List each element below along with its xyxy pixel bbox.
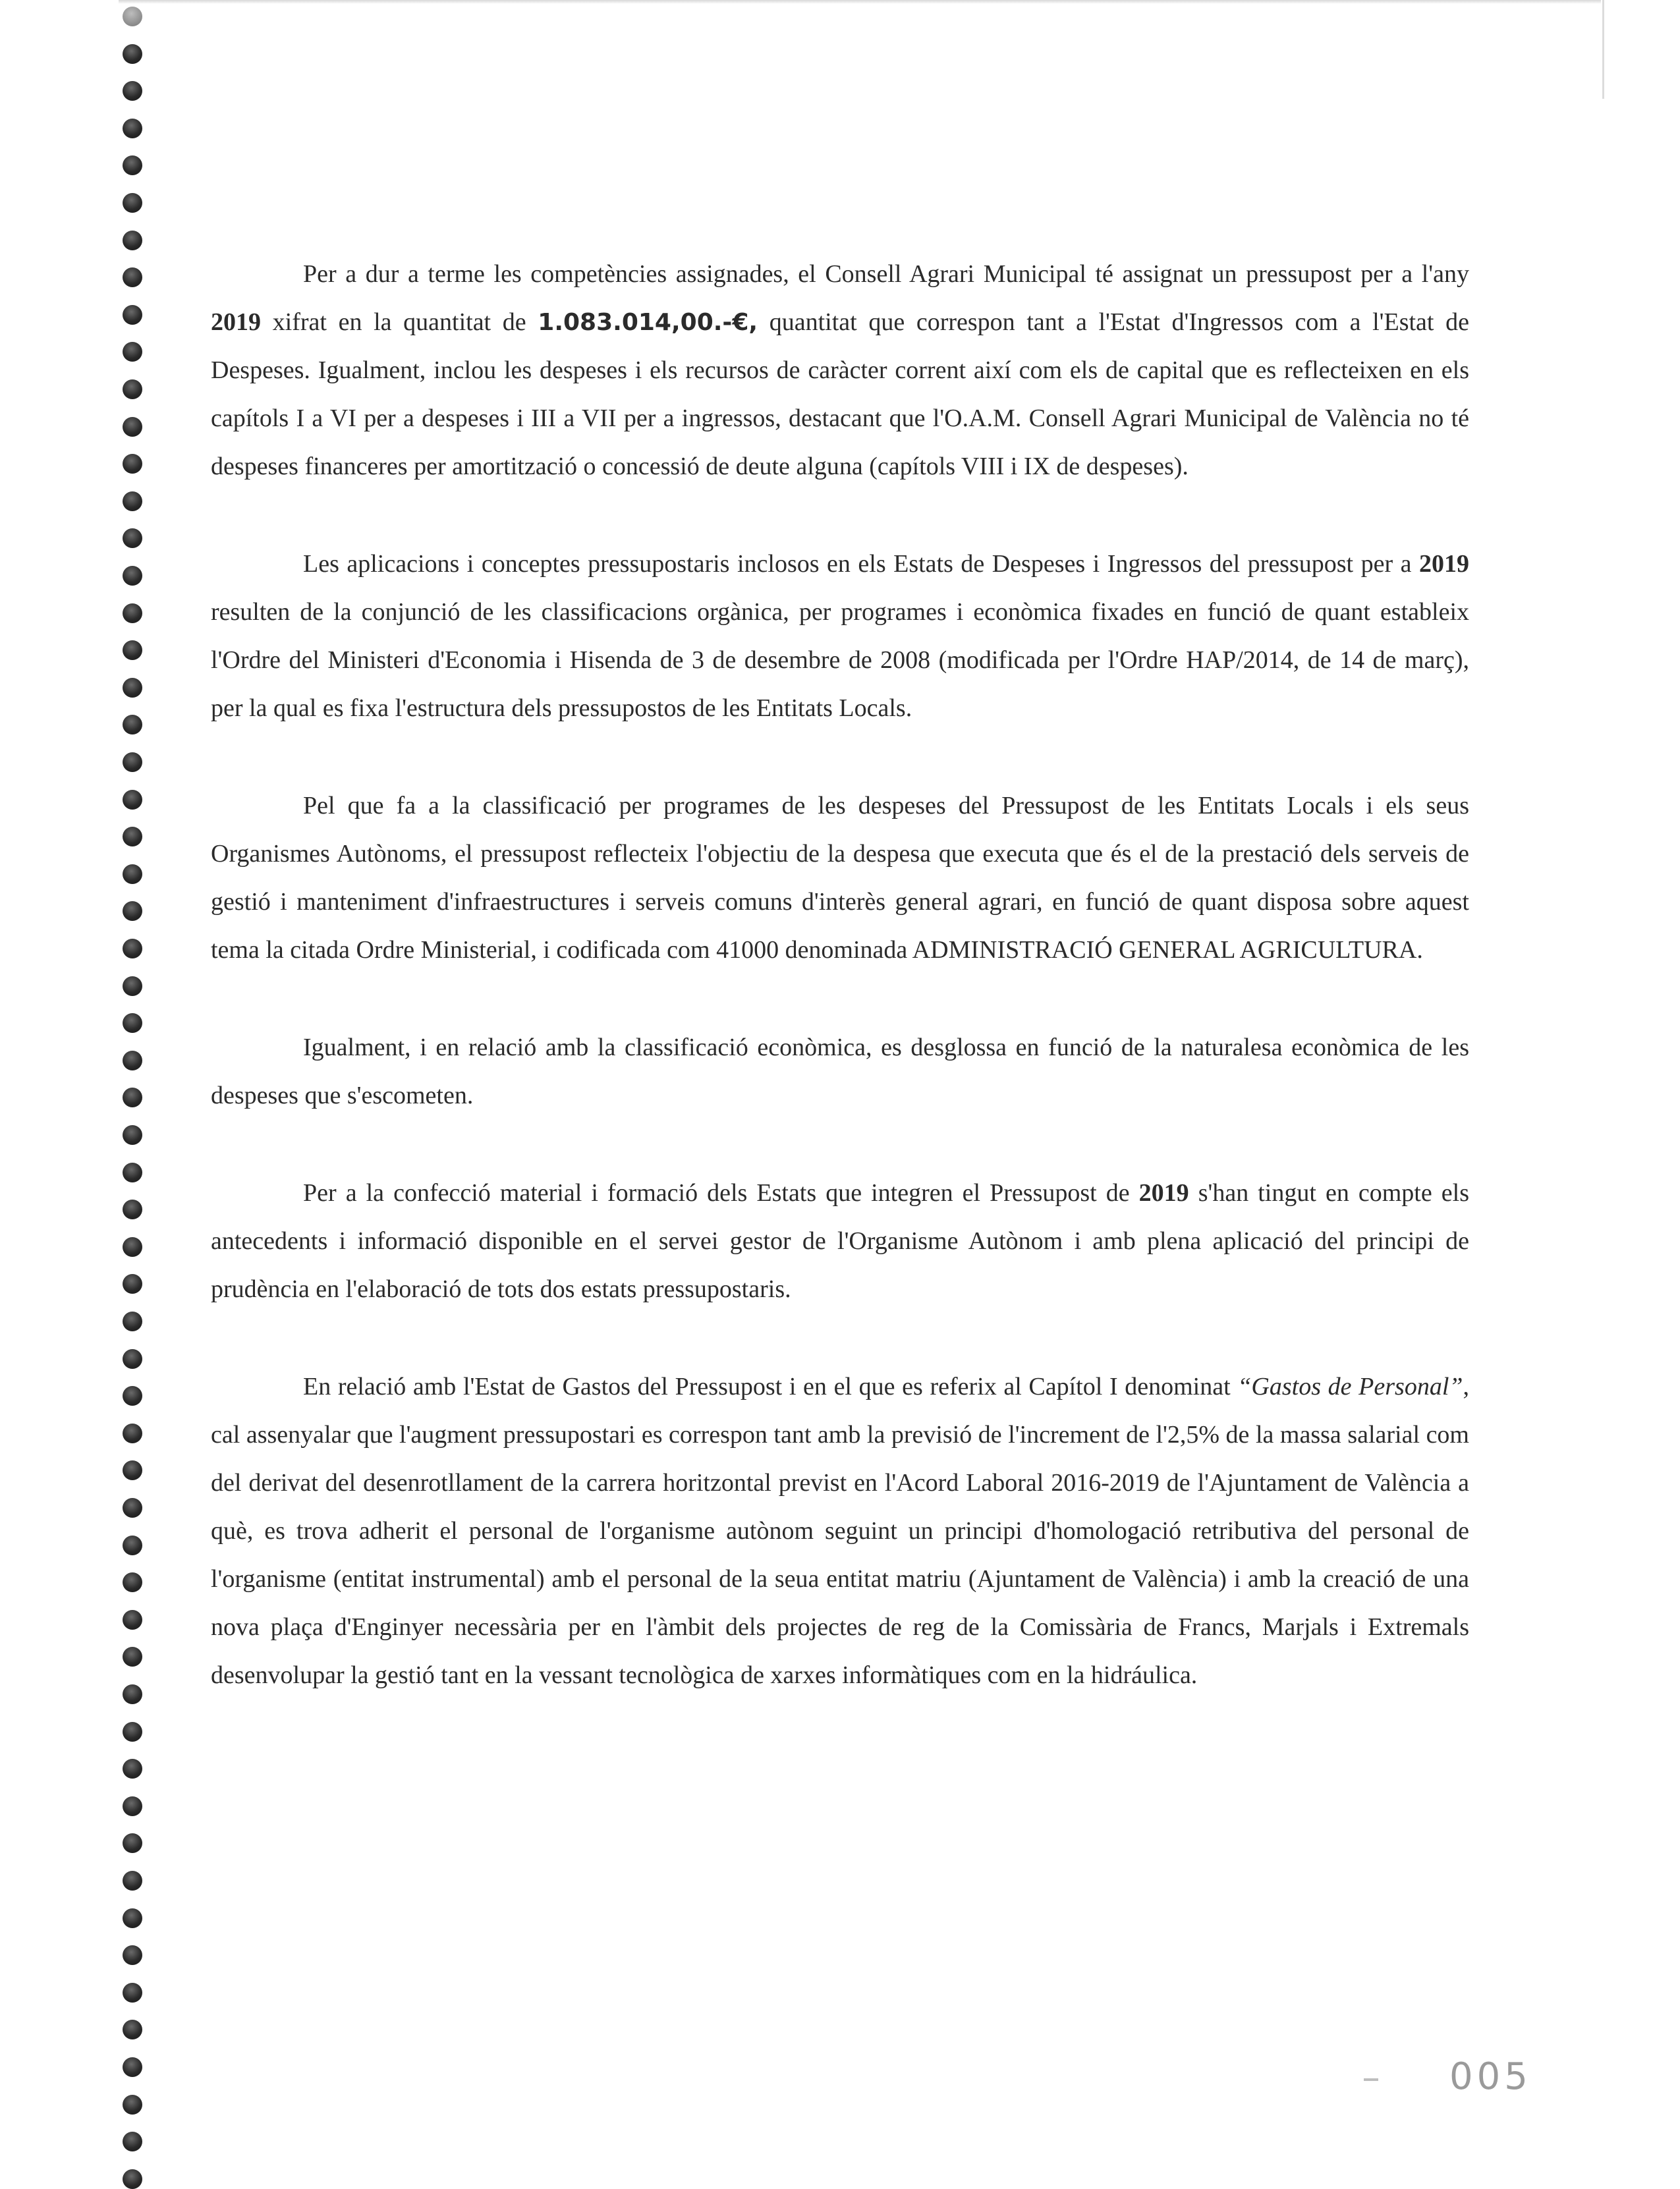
binding-hole: [123, 2169, 142, 2189]
binding-hole: [123, 417, 142, 437]
binding-hole: [123, 1013, 142, 1033]
paragraph-text-segment: s'han tingut en compte els antecedents i informació disponible en el servei gestor de l'Organisme Autònom i amb plena aplicació del principi de prudència en l'elaboració de tots dos estats pressupostaris.: [211, 1179, 1469, 1303]
paragraph-text-segment: 2019: [1419, 550, 1469, 578]
binding-hole: [123, 678, 142, 698]
document-body: [211, 250, 1469, 1700]
binding-hole: [123, 1051, 142, 1070]
paragraph-text-segment: xifrat en la quantitat de: [261, 308, 538, 336]
paragraph-text-segment: Per a dur a terme les competències assignades, el Consell Agrari Municipal té assignat un pressupost per a l'any: [303, 260, 1469, 288]
binding-hole: [123, 1945, 142, 1965]
binding-hole: [123, 640, 142, 660]
binding-hole: [123, 1125, 142, 1145]
paragraph-text-segment: , cal assenyalar que l'augment pressupostari es correspon tant amb la previsió de l'increment de l'2,5% de la massa salarial com del derivat del desenrotllament de la carrera horitzontal previst en l'Acord Laboral 2016-2019 de l'Ajuntament de València a què, es trova adherit el personal de l'organisme autònom seguint un principi d'homologació retributiva del personal de l'organisme (entitat instrumental) amb el personal de la seua entitat matriu (Ajuntament de València) i amb la creació de una nova plaça d'Enginyer necessària per en l'àmbit dels projectes de reg de la Comissària de Francs, Marjals i Extremals desenvolupar la gestió tant en la vessant tecnològica de xarxes informàtiques com en la hidráulica.: [211, 1373, 1470, 1689]
binding-hole: [123, 1610, 142, 1630]
binding-hole: [123, 976, 142, 996]
binding-hole: [123, 342, 142, 362]
binding-hole: [123, 901, 142, 921]
paragraph-2: [211, 540, 1469, 733]
binding-hole: [123, 267, 142, 287]
binding-hole: [123, 155, 142, 175]
binding-hole: [123, 1536, 142, 1555]
scan-mark: [1364, 2078, 1378, 2081]
paragraph-4: [211, 1024, 1469, 1120]
binding-hole: [123, 566, 142, 586]
binding-hole: [123, 1759, 142, 1779]
binding-hole: [123, 1498, 142, 1518]
binding-hole: [123, 827, 142, 846]
binding-hole: [123, 1647, 142, 1667]
binding-hole: [123, 715, 142, 734]
binding-hole: [123, 491, 142, 511]
paragraph-1: [211, 250, 1469, 491]
binding-hole: [123, 231, 142, 250]
binding-hole: [123, 1424, 142, 1443]
paragraph-6: [211, 1363, 1469, 1700]
binding-hole: [123, 119, 142, 138]
binding-hole: [123, 603, 142, 623]
binding-hole: [123, 454, 142, 474]
binding-hole: [123, 1274, 142, 1294]
paragraph-text-segment: 2019: [211, 308, 261, 336]
binding-hole: [123, 1349, 142, 1369]
binding-hole: [123, 864, 142, 884]
binding-hole: [123, 1983, 142, 2003]
binding-hole: [123, 790, 142, 810]
binding-hole: [123, 1200, 142, 1219]
page-right-edge: [1602, 0, 1604, 99]
binding-hole: [123, 1386, 142, 1406]
paragraph-text-segment: 1.083.014,00.-€,: [538, 309, 758, 336]
paragraph-text-segment: En relació amb l'Estat de Gastos del Pressupost i en el que es referix al Capítol I denominat: [303, 1373, 1238, 1400]
binding-hole: [123, 2095, 142, 2115]
paragraph-text-segment: Les aplicacions i conceptes pressupostaris inclosos en els Estats de Despeses i Ingressos del pressupost per a: [303, 550, 1419, 578]
paragraph-text-segment: Igualment, i en relació amb la classificació econòmica, es desglossa en funció de la naturalesa econòmica de les despeses que s'escometen.: [211, 1034, 1469, 1109]
page-number: 005: [1449, 2055, 1532, 2098]
binding-hole: [123, 1796, 142, 1816]
binding-hole: [123, 1833, 142, 1853]
binding-hole: [123, 2132, 142, 2151]
binding-hole: [123, 1460, 142, 1480]
paragraph-text-segment: “Gastos de Personal”: [1237, 1373, 1463, 1400]
binding-hole: [123, 1871, 142, 1891]
paragraph-text-segment: Pel que fa a la classificació per programes de les despeses del Pressupost de les Entitats Locals i els seus Organismes Autònoms, el pressupost reflecteix l'objectiu de la despesa que executa que és el de la prestació dels serveis de gestió i manteniment d'infraestructures i serveis comuns d'interès general agrari, en funció de quant disposa sobre aquest tema la citada Ordre Ministerial, i codificada com 41000 denominada ADMINISTRACIÓ GENERAL AGRICULTURA.: [211, 792, 1469, 964]
paragraph-text-segment: Per a la confecció material i formació dels Estats que integren el Pressupost de: [303, 1179, 1139, 1207]
paragraph-text-segment: 2019: [1138, 1179, 1189, 1207]
binding-hole: [123, 2057, 142, 2077]
binding-hole: [123, 1237, 142, 1257]
binding-hole: [123, 81, 142, 101]
binding-hole: [123, 1163, 142, 1182]
spiral-binding-holes: [117, 0, 148, 2174]
binding-hole: [123, 2020, 142, 2039]
binding-hole: [123, 1088, 142, 1107]
binding-hole: [123, 939, 142, 958]
binding-hole: [123, 528, 142, 548]
binding-hole: [123, 7, 142, 26]
binding-hole: [123, 193, 142, 213]
paragraph-3: [211, 782, 1469, 974]
binding-hole: [123, 305, 142, 325]
binding-hole: [123, 1312, 142, 1331]
binding-hole: [123, 1684, 142, 1704]
paragraph-text-segment: resulten de la conjunció de les classificacions orgànica, per programes i econòmica fixades en funció de quant estableix l'Ordre del Ministeri d'Economia i Hisenda de 3 de desembre de 2008 (modificada per l'Ordre HAP/2014, de 14 de març), per la qual es fixa l'estructura dels pressupostos de les Entitats Locals.: [211, 598, 1469, 722]
paragraph-text-segment: quantitat que correspon tant a l'Estat d'Ingressos com a l'Estat de Despeses. Igualment, inclou les despeses i els recursos de caràcter corrent així com els de capital que es reflecteixen en els capítols I a VI per a despeses i III a VII per a ingressos, destacant que l'O.A.M. Consell Agrari Municipal de València no té despeses financeres per amortització o concessió de deute alguna (capítols VIII i IX de despeses).: [211, 308, 1469, 480]
paragraph-5: [211, 1169, 1469, 1314]
binding-hole: [123, 1572, 142, 1592]
binding-hole: [123, 1908, 142, 1928]
binding-hole: [123, 1722, 142, 1742]
binding-hole: [123, 752, 142, 772]
binding-hole: [123, 379, 142, 399]
page-top-edge: [119, 0, 1601, 4]
binding-hole: [123, 44, 142, 64]
